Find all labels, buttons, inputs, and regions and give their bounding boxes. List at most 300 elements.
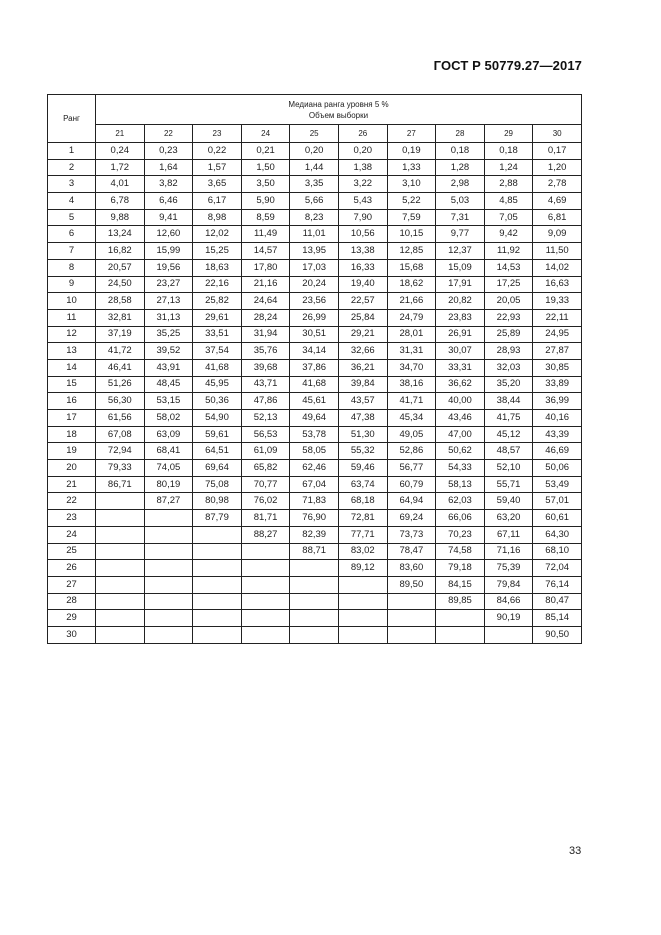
table-row bbox=[48, 410, 582, 427]
value-cell bbox=[241, 560, 290, 577]
value-cell: 31,31 bbox=[387, 343, 436, 360]
value-cell: 1,33 bbox=[387, 159, 436, 176]
value-cell: 60,79 bbox=[387, 476, 436, 493]
value-cell: 38,44 bbox=[484, 393, 533, 410]
value-cell: 16,63 bbox=[533, 276, 582, 293]
value-cell: 17,25 bbox=[484, 276, 533, 293]
value-cell: 46,41 bbox=[96, 359, 145, 376]
table-row bbox=[48, 510, 582, 527]
value-cell: 14,53 bbox=[484, 259, 533, 276]
sample-size-header-row bbox=[48, 125, 582, 143]
value-cell bbox=[144, 543, 193, 560]
value-cell bbox=[436, 610, 485, 627]
value-cell: 66,06 bbox=[436, 510, 485, 527]
value-cell: 5,66 bbox=[290, 193, 339, 210]
value-cell: 54,33 bbox=[436, 460, 485, 477]
sample-size-header: 29 bbox=[484, 125, 533, 143]
value-cell: 6,46 bbox=[144, 193, 193, 210]
table-row bbox=[48, 576, 582, 593]
value-cell: 67,04 bbox=[290, 476, 339, 493]
value-cell: 8,98 bbox=[193, 209, 242, 226]
value-cell: 6,17 bbox=[193, 193, 242, 210]
value-cell: 72,94 bbox=[96, 443, 145, 460]
rank-cell: 24 bbox=[48, 526, 96, 543]
value-cell: 35,76 bbox=[241, 343, 290, 360]
value-cell: 48,57 bbox=[484, 443, 533, 460]
value-cell: 37,54 bbox=[193, 343, 242, 360]
value-cell: 75,08 bbox=[193, 476, 242, 493]
value-cell: 1,20 bbox=[533, 159, 582, 176]
value-cell: 34,70 bbox=[387, 359, 436, 376]
value-cell: 7,05 bbox=[484, 209, 533, 226]
value-cell: 1,28 bbox=[436, 159, 485, 176]
value-cell: 2,98 bbox=[436, 176, 485, 193]
value-cell: 41,75 bbox=[484, 410, 533, 427]
value-cell: 22,16 bbox=[193, 276, 242, 293]
value-cell: 3,10 bbox=[387, 176, 436, 193]
value-cell: 41,68 bbox=[290, 376, 339, 393]
value-cell: 20,82 bbox=[436, 293, 485, 310]
value-cell: 22,57 bbox=[338, 293, 387, 310]
value-cell: 83,60 bbox=[387, 560, 436, 577]
value-cell bbox=[290, 593, 339, 610]
table-row bbox=[48, 226, 582, 243]
rank-cell: 22 bbox=[48, 493, 96, 510]
value-cell: 60,61 bbox=[533, 510, 582, 527]
value-cell: 59,61 bbox=[193, 426, 242, 443]
value-cell bbox=[96, 543, 145, 560]
value-cell: 19,40 bbox=[338, 276, 387, 293]
value-cell: 80,98 bbox=[193, 493, 242, 510]
value-cell: 58,02 bbox=[144, 410, 193, 427]
value-cell: 56,30 bbox=[96, 393, 145, 410]
value-cell: 28,93 bbox=[484, 343, 533, 360]
table-body bbox=[48, 143, 582, 644]
value-cell: 38,16 bbox=[387, 376, 436, 393]
value-cell: 83,02 bbox=[338, 543, 387, 560]
value-cell bbox=[193, 526, 242, 543]
value-cell: 79,18 bbox=[436, 560, 485, 577]
value-cell: 12,02 bbox=[193, 226, 242, 243]
value-cell: 8,59 bbox=[241, 209, 290, 226]
value-cell: 15,09 bbox=[436, 259, 485, 276]
value-cell: 56,53 bbox=[241, 426, 290, 443]
rank-cell: 19 bbox=[48, 443, 96, 460]
value-cell: 36,21 bbox=[338, 359, 387, 376]
value-cell: 76,14 bbox=[533, 576, 582, 593]
value-cell: 84,66 bbox=[484, 593, 533, 610]
value-cell: 16,33 bbox=[338, 259, 387, 276]
value-cell: 5,90 bbox=[241, 193, 290, 210]
value-cell: 73,73 bbox=[387, 526, 436, 543]
value-cell: 1,64 bbox=[144, 159, 193, 176]
value-cell: 53,49 bbox=[533, 476, 582, 493]
sample-size-header: 28 bbox=[436, 125, 485, 143]
value-cell: 45,61 bbox=[290, 393, 339, 410]
value-cell: 71,16 bbox=[484, 543, 533, 560]
rank-cell: 23 bbox=[48, 510, 96, 527]
value-cell bbox=[436, 626, 485, 643]
rank-cell: 11 bbox=[48, 309, 96, 326]
value-cell: 3,65 bbox=[193, 176, 242, 193]
value-cell: 4,85 bbox=[484, 193, 533, 210]
value-cell bbox=[96, 626, 145, 643]
value-cell: 4,69 bbox=[533, 193, 582, 210]
value-cell bbox=[387, 593, 436, 610]
table-row bbox=[48, 376, 582, 393]
document-standard-header: ГОСТ Р 50779.27—2017 bbox=[433, 58, 582, 73]
value-cell bbox=[193, 626, 242, 643]
value-cell: 52,86 bbox=[387, 443, 436, 460]
value-cell: 17,80 bbox=[241, 259, 290, 276]
rank-cell: 12 bbox=[48, 326, 96, 343]
value-cell bbox=[290, 576, 339, 593]
value-cell: 6,81 bbox=[533, 209, 582, 226]
rank-cell: 6 bbox=[48, 226, 96, 243]
value-cell: 50,06 bbox=[533, 460, 582, 477]
value-cell: 74,05 bbox=[144, 460, 193, 477]
value-cell: 71,83 bbox=[290, 493, 339, 510]
rank-cell: 7 bbox=[48, 243, 96, 260]
rank-cell: 14 bbox=[48, 359, 96, 376]
value-cell: 87,27 bbox=[144, 493, 193, 510]
sample-size-header: 27 bbox=[387, 125, 436, 143]
value-cell: 30,07 bbox=[436, 343, 485, 360]
value-cell: 24,64 bbox=[241, 293, 290, 310]
value-cell: 90,50 bbox=[533, 626, 582, 643]
table-row bbox=[48, 143, 582, 160]
value-cell: 25,89 bbox=[484, 326, 533, 343]
value-cell: 0,21 bbox=[241, 143, 290, 160]
value-cell: 49,64 bbox=[290, 410, 339, 427]
table-row bbox=[48, 359, 582, 376]
value-cell: 29,61 bbox=[193, 309, 242, 326]
value-cell: 0,23 bbox=[144, 143, 193, 160]
table-row bbox=[48, 626, 582, 643]
value-cell bbox=[96, 526, 145, 543]
value-cell: 3,35 bbox=[290, 176, 339, 193]
value-cell: 24,79 bbox=[387, 309, 436, 326]
value-cell: 0,24 bbox=[96, 143, 145, 160]
value-cell: 24,95 bbox=[533, 326, 582, 343]
value-cell: 23,56 bbox=[290, 293, 339, 310]
value-cell: 32,66 bbox=[338, 343, 387, 360]
value-cell: 14,02 bbox=[533, 259, 582, 276]
rank-cell: 26 bbox=[48, 560, 96, 577]
value-cell: 58,05 bbox=[290, 443, 339, 460]
value-cell: 87,79 bbox=[193, 510, 242, 527]
value-cell bbox=[338, 626, 387, 643]
value-cell bbox=[96, 493, 145, 510]
value-cell: 9,09 bbox=[533, 226, 582, 243]
value-cell: 43,39 bbox=[533, 426, 582, 443]
value-cell bbox=[144, 510, 193, 527]
value-cell: 50,36 bbox=[193, 393, 242, 410]
value-cell: 14,57 bbox=[241, 243, 290, 260]
table-row bbox=[48, 526, 582, 543]
value-cell: 57,01 bbox=[533, 493, 582, 510]
value-cell: 61,56 bbox=[96, 410, 145, 427]
rank-cell: 9 bbox=[48, 276, 96, 293]
value-cell: 76,90 bbox=[290, 510, 339, 527]
value-cell: 89,12 bbox=[338, 560, 387, 577]
value-cell: 0,18 bbox=[484, 143, 533, 160]
value-cell: 89,50 bbox=[387, 576, 436, 593]
value-cell: 6,78 bbox=[96, 193, 145, 210]
table-row bbox=[48, 443, 582, 460]
value-cell bbox=[241, 610, 290, 627]
value-cell bbox=[193, 560, 242, 577]
value-cell: 47,86 bbox=[241, 393, 290, 410]
value-cell: 49,05 bbox=[387, 426, 436, 443]
value-cell bbox=[96, 610, 145, 627]
value-cell bbox=[193, 593, 242, 610]
value-cell: 23,27 bbox=[144, 276, 193, 293]
value-cell: 31,13 bbox=[144, 309, 193, 326]
rank-cell: 25 bbox=[48, 543, 96, 560]
sample-size-header: 21 bbox=[96, 125, 145, 143]
value-cell: 26,99 bbox=[290, 309, 339, 326]
rank-cell: 29 bbox=[48, 610, 96, 627]
value-cell: 74,58 bbox=[436, 543, 485, 560]
value-cell: 47,00 bbox=[436, 426, 485, 443]
value-cell: 68,18 bbox=[338, 493, 387, 510]
value-cell: 12,37 bbox=[436, 243, 485, 260]
value-cell: 0,20 bbox=[290, 143, 339, 160]
value-cell: 21,66 bbox=[387, 293, 436, 310]
value-cell: 35,20 bbox=[484, 376, 533, 393]
value-cell: 19,56 bbox=[144, 259, 193, 276]
value-cell: 0,17 bbox=[533, 143, 582, 160]
value-cell: 0,18 bbox=[436, 143, 485, 160]
value-cell: 45,95 bbox=[193, 376, 242, 393]
value-cell: 47,38 bbox=[338, 410, 387, 427]
value-cell: 36,99 bbox=[533, 393, 582, 410]
value-cell: 22,93 bbox=[484, 309, 533, 326]
value-cell: 45,34 bbox=[387, 410, 436, 427]
value-cell: 70,77 bbox=[241, 476, 290, 493]
value-cell: 51,30 bbox=[338, 426, 387, 443]
value-cell bbox=[338, 593, 387, 610]
value-cell: 65,82 bbox=[241, 460, 290, 477]
rank-cell: 17 bbox=[48, 410, 96, 427]
value-cell: 2,88 bbox=[484, 176, 533, 193]
value-cell bbox=[144, 610, 193, 627]
value-cell bbox=[241, 593, 290, 610]
rank-cell: 20 bbox=[48, 460, 96, 477]
value-cell bbox=[193, 610, 242, 627]
value-cell: 3,22 bbox=[338, 176, 387, 193]
value-cell: 39,68 bbox=[241, 359, 290, 376]
value-cell: 9,88 bbox=[96, 209, 145, 226]
table-row bbox=[48, 243, 582, 260]
rank-cell: 16 bbox=[48, 393, 96, 410]
value-cell bbox=[144, 576, 193, 593]
value-cell: 43,46 bbox=[436, 410, 485, 427]
value-cell: 33,89 bbox=[533, 376, 582, 393]
value-cell: 88,27 bbox=[241, 526, 290, 543]
value-cell: 79,84 bbox=[484, 576, 533, 593]
value-cell: 12,60 bbox=[144, 226, 193, 243]
value-cell: 24,50 bbox=[96, 276, 145, 293]
rank-cell: 27 bbox=[48, 576, 96, 593]
value-cell: 3,82 bbox=[144, 176, 193, 193]
value-cell: 61,09 bbox=[241, 443, 290, 460]
value-cell: 67,11 bbox=[484, 526, 533, 543]
value-cell: 72,81 bbox=[338, 510, 387, 527]
value-cell bbox=[241, 576, 290, 593]
value-cell: 21,16 bbox=[241, 276, 290, 293]
value-cell: 55,32 bbox=[338, 443, 387, 460]
value-cell: 18,62 bbox=[387, 276, 436, 293]
value-cell: 15,68 bbox=[387, 259, 436, 276]
value-cell: 18,63 bbox=[193, 259, 242, 276]
value-cell: 7,90 bbox=[338, 209, 387, 226]
rank-cell: 15 bbox=[48, 376, 96, 393]
value-cell: 7,59 bbox=[387, 209, 436, 226]
value-cell: 52,10 bbox=[484, 460, 533, 477]
value-cell: 30,51 bbox=[290, 326, 339, 343]
value-cell: 27,13 bbox=[144, 293, 193, 310]
value-cell: 33,51 bbox=[193, 326, 242, 343]
value-cell: 3,50 bbox=[241, 176, 290, 193]
value-cell: 48,45 bbox=[144, 376, 193, 393]
value-cell: 2,78 bbox=[533, 176, 582, 193]
value-cell bbox=[484, 626, 533, 643]
value-cell: 31,94 bbox=[241, 326, 290, 343]
rank-cell: 30 bbox=[48, 626, 96, 643]
value-cell: 67,08 bbox=[96, 426, 145, 443]
table-row bbox=[48, 259, 582, 276]
value-cell: 59,40 bbox=[484, 493, 533, 510]
table-row bbox=[48, 293, 582, 310]
value-cell: 77,71 bbox=[338, 526, 387, 543]
group-header bbox=[96, 95, 582, 125]
value-cell: 11,01 bbox=[290, 226, 339, 243]
value-cell: 9,42 bbox=[484, 226, 533, 243]
sample-size-header: 26 bbox=[338, 125, 387, 143]
value-cell: 20,57 bbox=[96, 259, 145, 276]
value-cell: 17,03 bbox=[290, 259, 339, 276]
value-cell: 81,71 bbox=[241, 510, 290, 527]
value-cell bbox=[241, 543, 290, 560]
median-rank-table bbox=[47, 94, 582, 644]
value-cell: 1,24 bbox=[484, 159, 533, 176]
value-cell: 8,23 bbox=[290, 209, 339, 226]
value-cell: 84,15 bbox=[436, 576, 485, 593]
page-number: 33 bbox=[569, 845, 582, 857]
value-cell: 64,30 bbox=[533, 526, 582, 543]
value-cell: 19,33 bbox=[533, 293, 582, 310]
value-cell: 28,58 bbox=[96, 293, 145, 310]
table-row bbox=[48, 309, 582, 326]
value-cell: 15,25 bbox=[193, 243, 242, 260]
value-cell: 80,19 bbox=[144, 476, 193, 493]
table-row bbox=[48, 426, 582, 443]
value-cell: 28,24 bbox=[241, 309, 290, 326]
value-cell: 45,12 bbox=[484, 426, 533, 443]
value-cell: 62,46 bbox=[290, 460, 339, 477]
value-cell bbox=[144, 593, 193, 610]
table-row bbox=[48, 593, 582, 610]
rank-column-header: Ранг bbox=[48, 95, 96, 143]
value-cell: 55,71 bbox=[484, 476, 533, 493]
value-cell: 40,00 bbox=[436, 393, 485, 410]
value-cell: 68,10 bbox=[533, 543, 582, 560]
rank-cell: 18 bbox=[48, 426, 96, 443]
rank-cell: 13 bbox=[48, 343, 96, 360]
value-cell: 70,23 bbox=[436, 526, 485, 543]
value-cell bbox=[193, 543, 242, 560]
rank-cell: 10 bbox=[48, 293, 96, 310]
value-cell: 28,01 bbox=[387, 326, 436, 343]
value-cell: 11,92 bbox=[484, 243, 533, 260]
value-cell: 39,52 bbox=[144, 343, 193, 360]
value-cell: 5,22 bbox=[387, 193, 436, 210]
value-cell: 23,83 bbox=[436, 309, 485, 326]
value-cell: 56,77 bbox=[387, 460, 436, 477]
value-cell: 68,41 bbox=[144, 443, 193, 460]
value-cell: 75,39 bbox=[484, 560, 533, 577]
value-cell: 10,56 bbox=[338, 226, 387, 243]
value-cell bbox=[144, 526, 193, 543]
table-row bbox=[48, 193, 582, 210]
value-cell: 34,14 bbox=[290, 343, 339, 360]
value-cell: 80,47 bbox=[533, 593, 582, 610]
value-cell: 0,19 bbox=[387, 143, 436, 160]
value-cell: 27,87 bbox=[533, 343, 582, 360]
value-cell: 12,85 bbox=[387, 243, 436, 260]
value-cell: 4,01 bbox=[96, 176, 145, 193]
table-row bbox=[48, 176, 582, 193]
rank-cell: 8 bbox=[48, 259, 96, 276]
value-cell: 9,41 bbox=[144, 209, 193, 226]
value-cell: 1,72 bbox=[96, 159, 145, 176]
table-row bbox=[48, 276, 582, 293]
value-cell: 43,57 bbox=[338, 393, 387, 410]
rank-cell: 5 bbox=[48, 209, 96, 226]
value-cell: 62,03 bbox=[436, 493, 485, 510]
table-row bbox=[48, 560, 582, 577]
value-cell: 1,44 bbox=[290, 159, 339, 176]
value-cell: 90,19 bbox=[484, 610, 533, 627]
value-cell: 0,20 bbox=[338, 143, 387, 160]
value-cell: 64,51 bbox=[193, 443, 242, 460]
value-cell: 50,62 bbox=[436, 443, 485, 460]
value-cell: 11,50 bbox=[533, 243, 582, 260]
value-cell: 5,43 bbox=[338, 193, 387, 210]
value-cell bbox=[241, 626, 290, 643]
table-row bbox=[48, 493, 582, 510]
value-cell: 20,24 bbox=[290, 276, 339, 293]
value-cell: 9,77 bbox=[436, 226, 485, 243]
value-cell: 52,13 bbox=[241, 410, 290, 427]
value-cell: 72,04 bbox=[533, 560, 582, 577]
value-cell bbox=[387, 626, 436, 643]
table-row bbox=[48, 159, 582, 176]
value-cell: 13,38 bbox=[338, 243, 387, 260]
value-cell: 37,19 bbox=[96, 326, 145, 343]
table-row bbox=[48, 326, 582, 343]
value-cell: 54,90 bbox=[193, 410, 242, 427]
value-cell: 7,31 bbox=[436, 209, 485, 226]
table-row bbox=[48, 343, 582, 360]
value-cell: 76,02 bbox=[241, 493, 290, 510]
value-cell: 10,15 bbox=[387, 226, 436, 243]
group-header-subtitle: Объем выборки bbox=[308, 110, 369, 120]
sample-size-header: 22 bbox=[144, 125, 193, 143]
value-cell: 78,47 bbox=[387, 543, 436, 560]
